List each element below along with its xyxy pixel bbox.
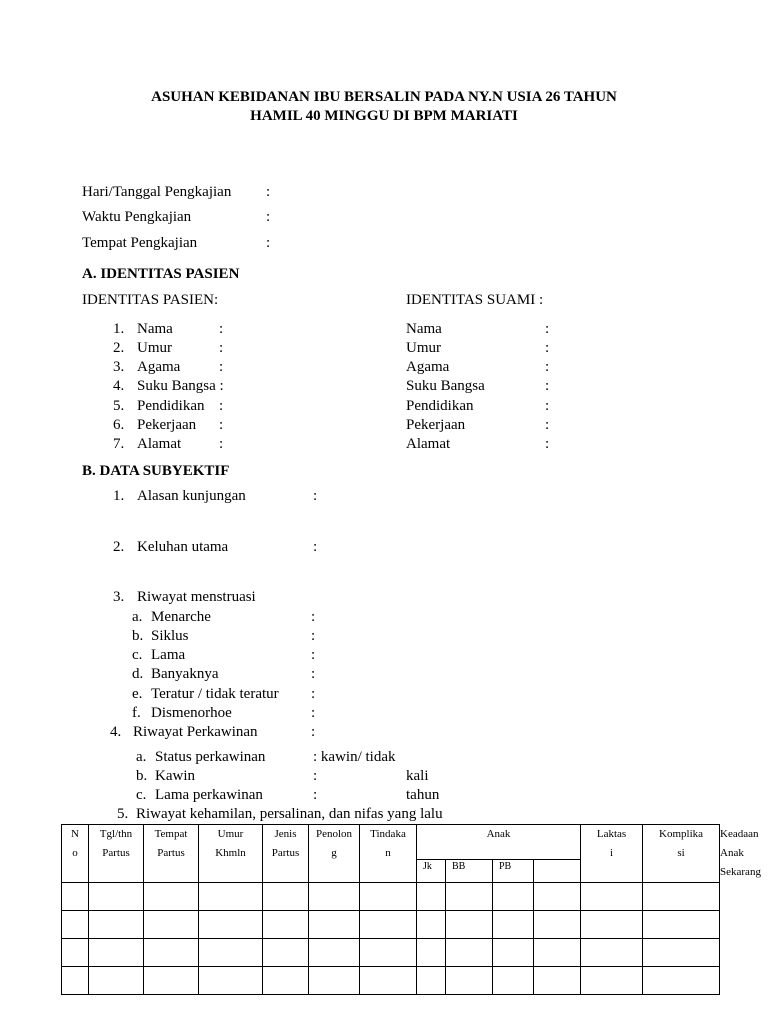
col-header-pb: PB — [493, 860, 534, 883]
patient-item-sep: : — [219, 436, 224, 452]
field-label-date: Hari/Tanggal Pengkajian — [82, 184, 232, 200]
marriage-history-num: 4. — [110, 724, 122, 740]
patient-item-sep: : — [219, 417, 224, 433]
col-header-komplikasi: Komplika si — [643, 825, 720, 883]
husband-item-label: Pekerjaan — [406, 417, 466, 433]
marriage-item-value: : kawin/ tidak — [313, 749, 396, 765]
marriage-item-value: : — [313, 787, 318, 803]
husband-item-label: Pendidikan — [406, 398, 474, 414]
visit-reason-sep: : — [313, 488, 318, 504]
col-header-tindakan: Tindaka n — [360, 825, 417, 883]
husband-item-sep: : — [545, 359, 550, 375]
husband-item-sep: : — [545, 417, 550, 433]
menstrual-item-letter: f. — [132, 705, 141, 721]
obstetric-history-num: 5. — [117, 806, 129, 822]
patient-item-num: 3. — [113, 359, 125, 375]
obstetric-history-table — [61, 824, 761, 995]
table-row — [62, 967, 720, 995]
menstrual-item-sep: : — [311, 628, 316, 644]
field-label-place: Tempat Pengkajian — [82, 235, 198, 251]
menstrual-item-label: Banyaknya — [151, 666, 219, 682]
husband-item-sep: : — [545, 436, 550, 452]
menstrual-item-label: Lama — [151, 647, 186, 663]
patient-item-num: 2. — [113, 340, 125, 356]
husband-item-label: Suku Bangsa — [406, 378, 485, 394]
patient-item-label: Suku Bangsa : — [137, 378, 224, 394]
menstrual-item-sep: : — [311, 647, 316, 663]
patient-item-sep: : — [219, 321, 224, 337]
patient-item-label: Alamat — [137, 436, 182, 452]
document-title-line2: HAMIL 40 MINGGU DI BPM MARIATI — [250, 108, 518, 124]
husband-item-label: Agama — [406, 359, 450, 375]
husband-identity-heading: IDENTITAS SUAMI : — [406, 292, 544, 308]
marriage-item-label: Lama perkawinan — [155, 787, 263, 803]
patient-item-num: 7. — [113, 436, 125, 452]
husband-item-sep: : — [545, 321, 550, 337]
menstrual-item-sep: : — [311, 609, 316, 625]
field-label-time: Waktu Pengkajian — [82, 209, 192, 225]
patient-item-label: Pendidikan — [137, 398, 205, 414]
document-title-line1: ASUHAN KEBIDANAN IBU BERSALIN PADA NY.N USIA 26 TAHUN — [151, 89, 617, 105]
obstetric-history-label: Riwayat kehamilan, persalinan, dan nifas yang lalu — [136, 806, 443, 822]
col-header-umur: Umur Khmln — [199, 825, 263, 883]
menstrual-item-label: Siklus — [151, 628, 189, 644]
marriage-item-value: : — [313, 768, 318, 784]
marriage-item-letter: b. — [136, 768, 148, 784]
patient-item-num: 6. — [113, 417, 125, 433]
col-header-no: N o — [62, 825, 89, 883]
col-header-anak: Anak — [417, 825, 581, 860]
table-row — [62, 883, 720, 911]
menstrual-item-sep: : — [311, 686, 316, 702]
marriage-item-letter: c. — [136, 787, 147, 803]
col-header-penolong: Penolon g — [309, 825, 360, 883]
husband-item-label: Alamat — [406, 436, 451, 452]
menstrual-item-letter: d. — [132, 666, 144, 682]
menstrual-item-sep: : — [311, 705, 316, 721]
field-sep-date: : — [266, 184, 271, 200]
menstrual-item-letter: b. — [132, 628, 144, 644]
marriage-item-unit: tahun — [406, 787, 440, 803]
table-row — [62, 939, 720, 967]
menstrual-item-letter: a. — [132, 609, 143, 625]
patient-item-num: 1. — [113, 321, 125, 337]
col-header-bb: BB — [446, 860, 493, 883]
husband-item-label: Umur — [406, 340, 441, 356]
section-b-heading: B. DATA SUBYEKTIF — [82, 463, 230, 479]
col-header-laktasi: Laktas i — [581, 825, 643, 883]
husband-item-sep: : — [545, 378, 550, 394]
table-row — [62, 911, 720, 939]
menstrual-history-num: 3. — [113, 589, 125, 605]
visit-reason-num: 1. — [113, 488, 125, 504]
patient-item-num: 5. — [113, 398, 125, 414]
marriage-history-sep: : — [311, 724, 316, 740]
menstrual-item-sep: : — [311, 666, 316, 682]
menstrual-item-label: Dismenorhoe — [151, 705, 232, 721]
patient-item-sep: : — [219, 340, 224, 356]
col-header-tempat: Tempat Partus — [144, 825, 199, 883]
marriage-item-letter: a. — [136, 749, 147, 765]
visit-reason-label: Alasan kunjungan — [137, 488, 246, 504]
section-a-heading: A. IDENTITAS PASIEN — [82, 266, 240, 282]
field-sep-time: : — [266, 209, 271, 225]
menstrual-item-letter: e. — [132, 686, 143, 702]
patient-item-sep: : — [219, 359, 224, 375]
patient-item-label: Pekerjaan — [137, 417, 197, 433]
patient-item-label: Nama — [137, 321, 173, 337]
patient-item-num: 4. — [113, 378, 125, 394]
col-header-jk: Jk — [417, 860, 446, 883]
husband-item-label: Nama — [406, 321, 442, 337]
marriage-item-label: Status perkawinan — [155, 749, 266, 765]
table-header-row: N o Tgl/thn Partus Tempat Partus Umur Khmln Jenis Partus Penolon g Tindaka n Anak Laktas i Komplika si Keadaan Anak Sekarang — [62, 825, 720, 860]
marriage-item-label: Kawin — [155, 768, 195, 784]
col-header-tgl: Tgl/thn Partus — [89, 825, 144, 883]
marriage-item-unit: kali — [406, 768, 429, 784]
main-complaint-num: 2. — [113, 539, 125, 555]
col-header-jenis: Jenis Partus — [263, 825, 309, 883]
menstrual-item-label: Menarche — [151, 609, 211, 625]
main-complaint-label: Keluhan utama — [137, 539, 229, 555]
menstrual-item-letter: c. — [132, 647, 143, 663]
main-complaint-sep: : — [313, 539, 318, 555]
husband-item-sep: : — [545, 340, 550, 356]
menstrual-item-label: Teratur / tidak teratur — [151, 686, 279, 702]
husband-item-sep: : — [545, 398, 550, 414]
col-header-anak-extra — [534, 860, 581, 883]
patient-item-label: Umur — [137, 340, 172, 356]
field-sep-place: : — [266, 235, 271, 251]
patient-item-sep: : — [219, 398, 224, 414]
marriage-history-label: Riwayat Perkawinan — [133, 724, 258, 740]
menstrual-history-label: Riwayat menstruasi — [137, 589, 256, 605]
patient-item-label: Agama — [137, 359, 181, 375]
patient-identity-heading: IDENTITAS PASIEN: — [82, 292, 219, 308]
